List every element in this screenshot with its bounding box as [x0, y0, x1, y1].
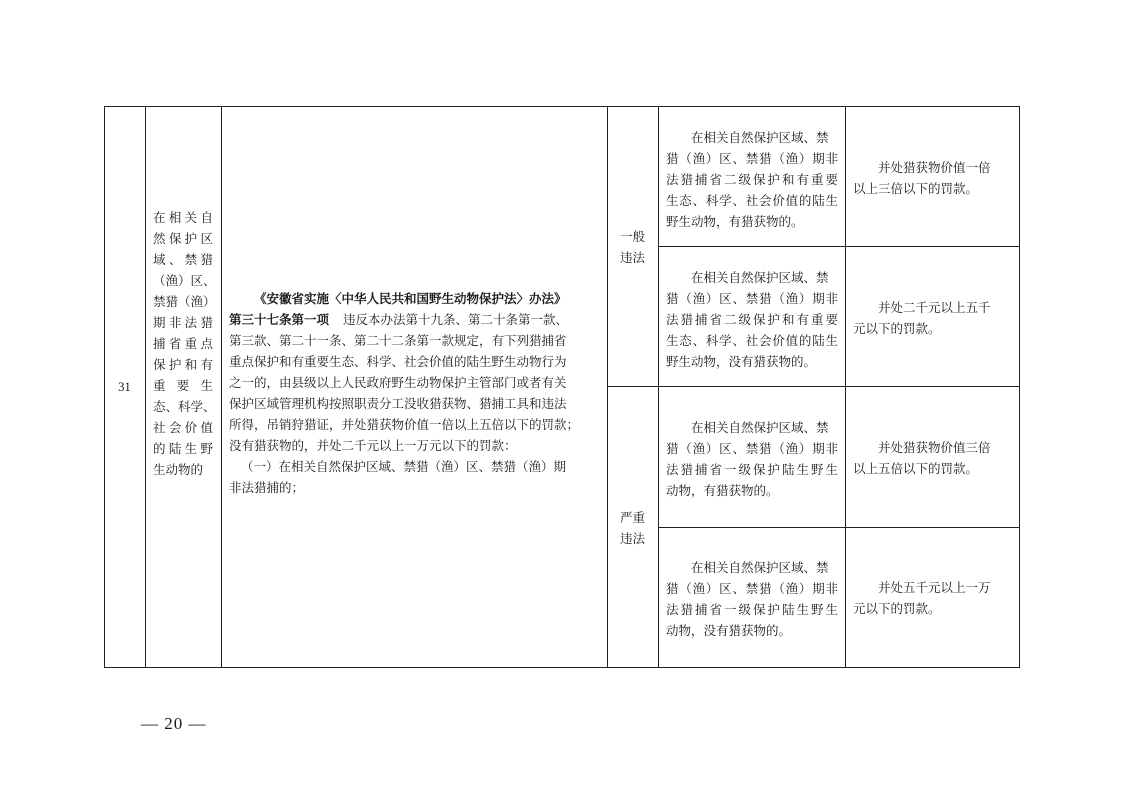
text-line [229, 309, 601, 330]
text-line: 在相关自然保护区域、禁 [691, 560, 829, 575]
text-line: 域、禁猎 [153, 252, 213, 267]
text-line: 捕省重点 [153, 336, 213, 351]
text-line: 社会价值 [153, 420, 213, 435]
category-general [607, 226, 658, 268]
text-line: 以上五倍以下的罚款。 [853, 461, 979, 476]
penalty-serious-2 [853, 577, 1013, 619]
text-line: （渔）区、 [153, 273, 216, 288]
text-line: 野生动物，没有猎获物的。 [666, 354, 817, 369]
text-line: 重点保护和有重要生态、科学、社会价值的陆生野生动物行为 [229, 354, 567, 369]
text-line: 并处猎获物价值一倍 [878, 160, 991, 175]
text-line: 期非法猎 [153, 315, 213, 330]
table-bottom-border [104, 667, 1019, 668]
text-line: 动物，没有猎获物的。 [666, 623, 792, 638]
col-border [607, 106, 608, 668]
row-divider-general [658, 246, 1019, 247]
col-border [658, 106, 659, 668]
text-line: 的陆生野 [153, 441, 213, 456]
text-line: 没有猎获物的，并处二千元以上一万元以下的罚款： [229, 438, 517, 453]
text-line: 元以下的罚款。 [853, 321, 941, 336]
text-line: 猎（渔）区、禁猎（渔）期非 [666, 291, 838, 306]
text-line: 生态、科学、社会价值的陆生 [666, 333, 838, 348]
text-line: 在相关自然保护区域、禁 [691, 130, 829, 145]
legal-basis-article: 第三十七条第一项 [229, 312, 330, 327]
text-line: 之一的，由县级以上人民政府野生动物保护主管部门或者有关 [229, 375, 567, 390]
table-top-border [104, 106, 1019, 107]
text-line: 保护和有 [153, 357, 213, 372]
text-line: 生态、科学、社会价值的陆生 [666, 193, 838, 208]
circumstance-general-1 [666, 127, 838, 232]
text-line: 法猎捕省一级保护陆生野生 [666, 602, 838, 617]
legal-basis-body [229, 309, 601, 498]
violation-description [153, 207, 216, 480]
text-line: 并处二千元以上五千 [878, 300, 991, 315]
text-line: 在相关自然保护区域、禁 [691, 270, 829, 285]
circumstance-general-2 [666, 267, 838, 372]
col-border [145, 106, 146, 668]
text-line: 在相关自 [153, 210, 213, 225]
legal-basis [229, 288, 601, 498]
text-line: 非法猎捕的； [229, 480, 305, 495]
penalty-general-2 [853, 297, 1013, 339]
circumstance-serious-1 [666, 417, 838, 501]
text-line: 并处五千元以上一万 [878, 580, 991, 595]
penalty-serious-1 [853, 437, 1013, 479]
penalty-general-1 [853, 157, 1013, 199]
text-line: 在相关自然保护区域、禁 [691, 420, 829, 435]
text-line: 态、科学、 [153, 399, 216, 414]
text-line: 生动物的 [153, 462, 204, 477]
text-line: 猎（渔）区、禁猎（渔）期非 [666, 441, 838, 456]
text-line: （一）在相关自然保护区域、禁猎（渔）区、禁猎（渔）期 [241, 459, 567, 474]
text-line: 并处猎获物价值三倍 [878, 440, 991, 455]
text-line: 一般 [619, 229, 645, 244]
circumstance-serious-2 [666, 557, 838, 641]
text-line: 法猎捕省一级保护陆生野生 [666, 462, 838, 477]
category-serious [607, 507, 658, 549]
row-number: 31 [118, 380, 131, 394]
row-divider-serious [658, 527, 1019, 528]
text-line: 法猎捕省二级保护和有重要 [666, 172, 838, 187]
text-line: 所得，吊销狩猎证，并处猎获物价值一倍以上五倍以下的罚款； [229, 417, 580, 432]
legal-basis-line-text: 违反本办法第十九条、第二十条第一款、 [343, 312, 569, 327]
text-line: 以上三倍以下的罚款。 [853, 181, 979, 196]
legal-basis-title: 《安徽省实施〈中华人民共和国野生动物保护法〉办法》 [254, 291, 567, 306]
text-line: 保护区域管理机构按照职责分工没收猎获物、猎捕工具和违法 [229, 396, 567, 411]
col-border [221, 106, 222, 668]
text-line: 禁猎（渔） [153, 294, 216, 309]
text-line: 猎（渔）区、禁猎（渔）期非 [666, 151, 838, 166]
text-line: 违法 [619, 250, 645, 265]
text-line: 元以下的罚款。 [853, 601, 941, 616]
col-border [845, 106, 846, 668]
category-divider [607, 386, 1019, 387]
text-line: 法猎捕省二级保护和有重要 [666, 312, 838, 327]
text-line: 野生动物，有猎获物的。 [666, 214, 804, 229]
text-line: 然保护区 [153, 231, 213, 246]
page-number: — 20 — [141, 714, 207, 733]
text-line: 第三款、第二十一条、第二十二条第一款规定，有下列猎捕省 [229, 333, 567, 348]
text-line: 违法 [619, 531, 645, 546]
text-line: 重 要 生 [153, 378, 213, 393]
text-line: 猎（渔）区、禁猎（渔）期非 [666, 581, 838, 596]
col-border [1019, 106, 1020, 668]
text-line: 动物，有猎获物的。 [666, 483, 779, 498]
text-line: 严重 [619, 510, 645, 525]
